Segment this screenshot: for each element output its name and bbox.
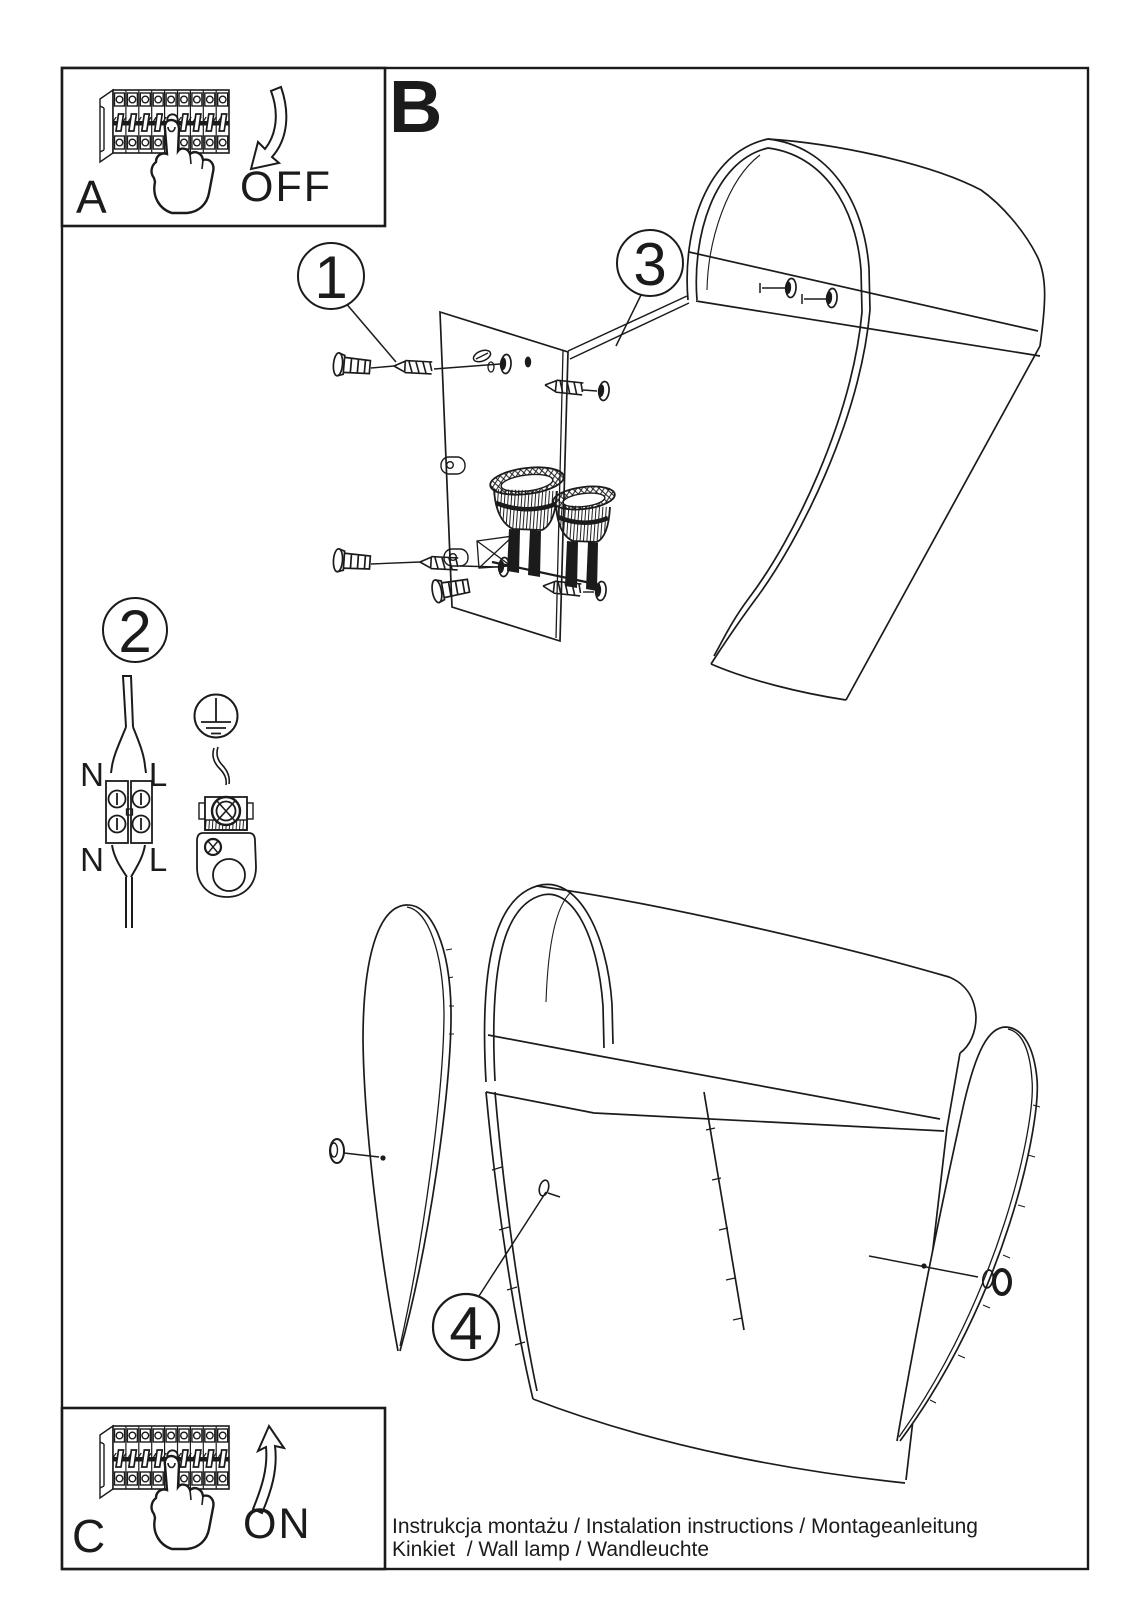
screw-icon bbox=[394, 360, 433, 374]
mains-cable bbox=[111, 676, 146, 773]
section-b-label: B bbox=[389, 65, 443, 148]
footer-title-line: Instrukcja montażu / Instalation instructions / Montageanleitung bbox=[392, 1515, 978, 1538]
wall-plug-icon bbox=[332, 353, 370, 379]
terminal-block bbox=[106, 781, 152, 843]
exploded-view-drawing bbox=[298, 139, 1045, 700]
wire-label-n-bottom: N bbox=[80, 841, 104, 878]
panel-a-power-off bbox=[62, 68, 385, 226]
screw-icon bbox=[544, 379, 583, 395]
footer-caption bbox=[392, 1515, 978, 1561]
earth-wire bbox=[213, 747, 229, 785]
panel-a-label: A bbox=[76, 171, 107, 223]
side-cover-left bbox=[363, 905, 454, 1351]
step-2-number: 2 bbox=[118, 598, 152, 665]
wire-label-l-bottom: L bbox=[148, 841, 168, 878]
wall-plug-icon bbox=[333, 548, 371, 573]
wire-label-n-top: N bbox=[80, 756, 104, 793]
step-3-number: 3 bbox=[633, 231, 667, 298]
panel-c-label: C bbox=[72, 1510, 106, 1562]
step-4-number: 4 bbox=[449, 1295, 483, 1362]
cover-screw-hole bbox=[538, 1179, 560, 1197]
cover-assembly-drawing bbox=[330, 884, 1040, 1483]
step-1-number: 1 bbox=[314, 244, 348, 311]
off-label: OFF bbox=[240, 163, 332, 211]
outgoing-cable bbox=[112, 845, 145, 928]
side-cover-right bbox=[897, 1027, 1040, 1441]
screw-head-icon bbox=[598, 381, 610, 401]
footer-product-line: Kinkiet / Wall lamp / Wandleuchte bbox=[392, 1538, 710, 1561]
lamp-socket-left bbox=[477, 464, 565, 577]
lamp-body-bottom bbox=[485, 884, 976, 1483]
on-label: ON bbox=[243, 1500, 312, 1548]
wire-label-l-top: L bbox=[148, 756, 168, 793]
earth-terminal bbox=[197, 797, 256, 897]
wall-lamp-body bbox=[687, 139, 1045, 700]
mounting-rod bbox=[568, 296, 689, 359]
panel-c-power-on bbox=[62, 1408, 385, 1569]
earth-symbol-icon bbox=[195, 695, 238, 738]
screw-head-icon bbox=[500, 354, 512, 374]
screw-icon bbox=[420, 556, 459, 570]
